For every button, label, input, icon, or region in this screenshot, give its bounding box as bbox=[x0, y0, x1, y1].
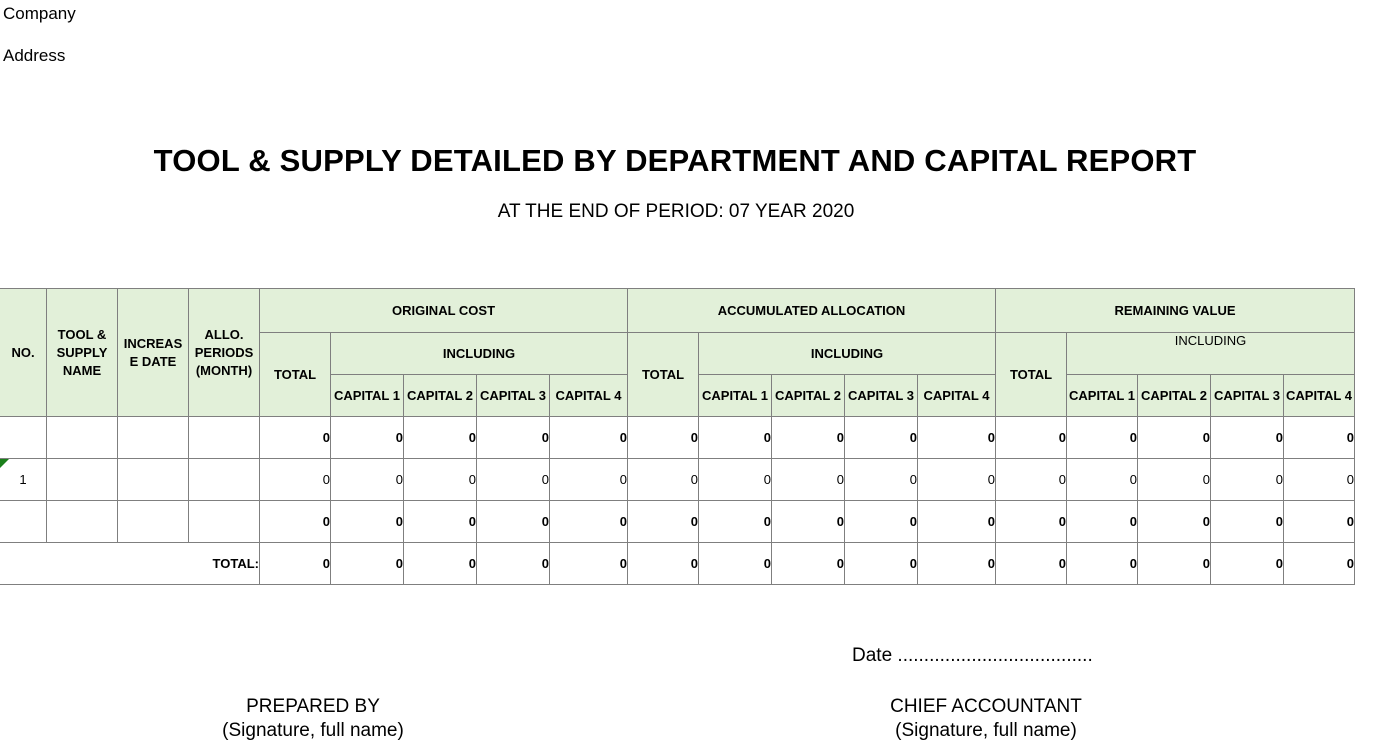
row-value: 0 bbox=[404, 417, 477, 459]
remaining-capital-4-header: CAPITAL 4 bbox=[1284, 375, 1355, 417]
row-value: 0 bbox=[1211, 459, 1284, 501]
total-value: 0 bbox=[331, 543, 404, 585]
row-value: 0 bbox=[772, 459, 845, 501]
accumulated-capital-3-header: CAPITAL 3 bbox=[845, 375, 918, 417]
accumulated-capital-1-header: CAPITAL 1 bbox=[699, 375, 772, 417]
row-value: 0 bbox=[550, 459, 628, 501]
row-no-value: 1 bbox=[19, 472, 27, 487]
total-label: TOTAL: bbox=[0, 543, 260, 585]
total-value: 0 bbox=[477, 543, 550, 585]
remaining-capital-3-header: CAPITAL 3 bbox=[1211, 375, 1284, 417]
row-value: 0 bbox=[331, 501, 404, 543]
original-capital-4-header: CAPITAL 4 bbox=[550, 375, 628, 417]
row-value: 0 bbox=[1284, 459, 1355, 501]
total-value: 0 bbox=[1067, 543, 1138, 585]
row-value: 0 bbox=[772, 501, 845, 543]
row-increase-date bbox=[118, 501, 189, 543]
prepared-by-sub: (Signature, full name) bbox=[222, 720, 404, 741]
total-value: 0 bbox=[404, 543, 477, 585]
remaining-total-header: TOTAL bbox=[996, 333, 1067, 417]
total-value: 0 bbox=[996, 543, 1067, 585]
row-no bbox=[0, 459, 47, 501]
total-value: 0 bbox=[260, 543, 331, 585]
cell-marker-icon bbox=[0, 459, 9, 468]
row-value: 0 bbox=[1138, 417, 1211, 459]
row-value: 0 bbox=[845, 459, 918, 501]
row-value: 0 bbox=[699, 417, 772, 459]
table-row bbox=[0, 459, 1355, 501]
row-value: 0 bbox=[699, 459, 772, 501]
address-label: Address bbox=[3, 46, 66, 65]
total-value: 0 bbox=[772, 543, 845, 585]
row-value: 0 bbox=[404, 459, 477, 501]
row-value: 0 bbox=[699, 501, 772, 543]
total-value: 0 bbox=[918, 543, 996, 585]
remaining-capital-1-header: CAPITAL 1 bbox=[1067, 375, 1138, 417]
original-including-header: INCLUDING bbox=[331, 333, 628, 375]
chief-accountant-sub: (Signature, full name) bbox=[895, 720, 1077, 741]
row-periods bbox=[189, 459, 260, 501]
date-line: Date ..................................... bbox=[852, 645, 1093, 666]
accumulated-including-header: INCLUDING bbox=[699, 333, 996, 375]
total-value: 0 bbox=[1284, 543, 1355, 585]
row-value: 0 bbox=[996, 417, 1067, 459]
row-value: 0 bbox=[331, 417, 404, 459]
row-value: 0 bbox=[845, 417, 918, 459]
row-value: 0 bbox=[996, 459, 1067, 501]
total-value: 0 bbox=[845, 543, 918, 585]
row-increase-date bbox=[118, 417, 189, 459]
original-total-header: TOTAL bbox=[260, 333, 331, 417]
original-capital-3-header: CAPITAL 3 bbox=[477, 375, 550, 417]
report-subtitle: AT THE END OF PERIOD: 07 YEAR 2020 bbox=[497, 201, 855, 222]
row-value: 0 bbox=[918, 501, 996, 543]
row-periods bbox=[189, 417, 260, 459]
total-value: 0 bbox=[550, 543, 628, 585]
row-value: 0 bbox=[477, 459, 550, 501]
total-value: 0 bbox=[1138, 543, 1211, 585]
row-name bbox=[47, 417, 118, 459]
prepared-by-label: PREPARED BY bbox=[246, 696, 380, 717]
col-periods-header: ALLO. PERIODS (MONTH) bbox=[189, 289, 260, 417]
row-value: 0 bbox=[260, 459, 331, 501]
accumulated-capital-2-header: CAPITAL 2 bbox=[772, 375, 845, 417]
remaining-capital-2-header: CAPITAL 2 bbox=[1138, 375, 1211, 417]
row-value: 0 bbox=[1067, 501, 1138, 543]
chief-accountant-block bbox=[886, 696, 1086, 742]
group-remaining-value: REMAINING VALUE bbox=[996, 289, 1355, 333]
row-value: 0 bbox=[1284, 417, 1355, 459]
row-increase-date bbox=[118, 459, 189, 501]
row-value: 0 bbox=[1284, 501, 1355, 543]
row-value: 0 bbox=[404, 501, 477, 543]
row-name bbox=[47, 501, 118, 543]
col-no-header: NO. bbox=[0, 289, 47, 417]
original-capital-2-header: CAPITAL 2 bbox=[404, 375, 477, 417]
row-value: 0 bbox=[260, 501, 331, 543]
row-value: 0 bbox=[772, 417, 845, 459]
row-value: 0 bbox=[477, 417, 550, 459]
table-row bbox=[0, 417, 1355, 459]
group-accumulated-allocation: ACCUMULATED ALLOCATION bbox=[628, 289, 996, 333]
row-value: 0 bbox=[918, 459, 996, 501]
row-value: 0 bbox=[1138, 501, 1211, 543]
row-value: 0 bbox=[1067, 459, 1138, 501]
company-label: Company bbox=[3, 4, 76, 23]
row-value: 0 bbox=[845, 501, 918, 543]
row-value: 0 bbox=[331, 459, 404, 501]
total-row bbox=[0, 543, 1355, 585]
row-value: 0 bbox=[550, 417, 628, 459]
row-value: 0 bbox=[260, 417, 331, 459]
group-original-cost: ORIGINAL COST bbox=[260, 289, 628, 333]
row-name bbox=[47, 459, 118, 501]
table-row bbox=[0, 501, 1355, 543]
row-no bbox=[0, 501, 47, 543]
col-increase-date-header: INCREAS E DATE bbox=[118, 289, 189, 417]
row-value: 0 bbox=[918, 417, 996, 459]
total-value: 0 bbox=[699, 543, 772, 585]
row-value: 0 bbox=[1067, 417, 1138, 459]
col-name-header: TOOL & SUPPLY NAME bbox=[47, 289, 118, 417]
row-value: 0 bbox=[1211, 501, 1284, 543]
row-value: 0 bbox=[1138, 459, 1211, 501]
report-title: TOOL & SUPPLY DETAILED BY DEPARTMENT AND CAPITAL REPORT bbox=[153, 143, 1197, 178]
total-value: 0 bbox=[628, 543, 699, 585]
row-value: 0 bbox=[550, 501, 628, 543]
report-table bbox=[0, 288, 1355, 585]
row-value: 0 bbox=[628, 459, 699, 501]
row-value: 0 bbox=[628, 417, 699, 459]
accumulated-total-header: TOTAL bbox=[628, 333, 699, 417]
row-value: 0 bbox=[1211, 417, 1284, 459]
original-capital-1-header: CAPITAL 1 bbox=[331, 375, 404, 417]
chief-accountant-label: CHIEF ACCOUNTANT bbox=[890, 696, 1082, 717]
row-value: 0 bbox=[477, 501, 550, 543]
row-periods bbox=[189, 501, 260, 543]
total-value: 0 bbox=[1211, 543, 1284, 585]
row-value: 0 bbox=[628, 501, 699, 543]
prepared-by-block bbox=[213, 696, 413, 742]
row-value: 0 bbox=[996, 501, 1067, 543]
remaining-including-header: INCLUDING bbox=[1067, 333, 1355, 375]
accumulated-capital-4-header: CAPITAL 4 bbox=[918, 375, 996, 417]
row-no bbox=[0, 417, 47, 459]
